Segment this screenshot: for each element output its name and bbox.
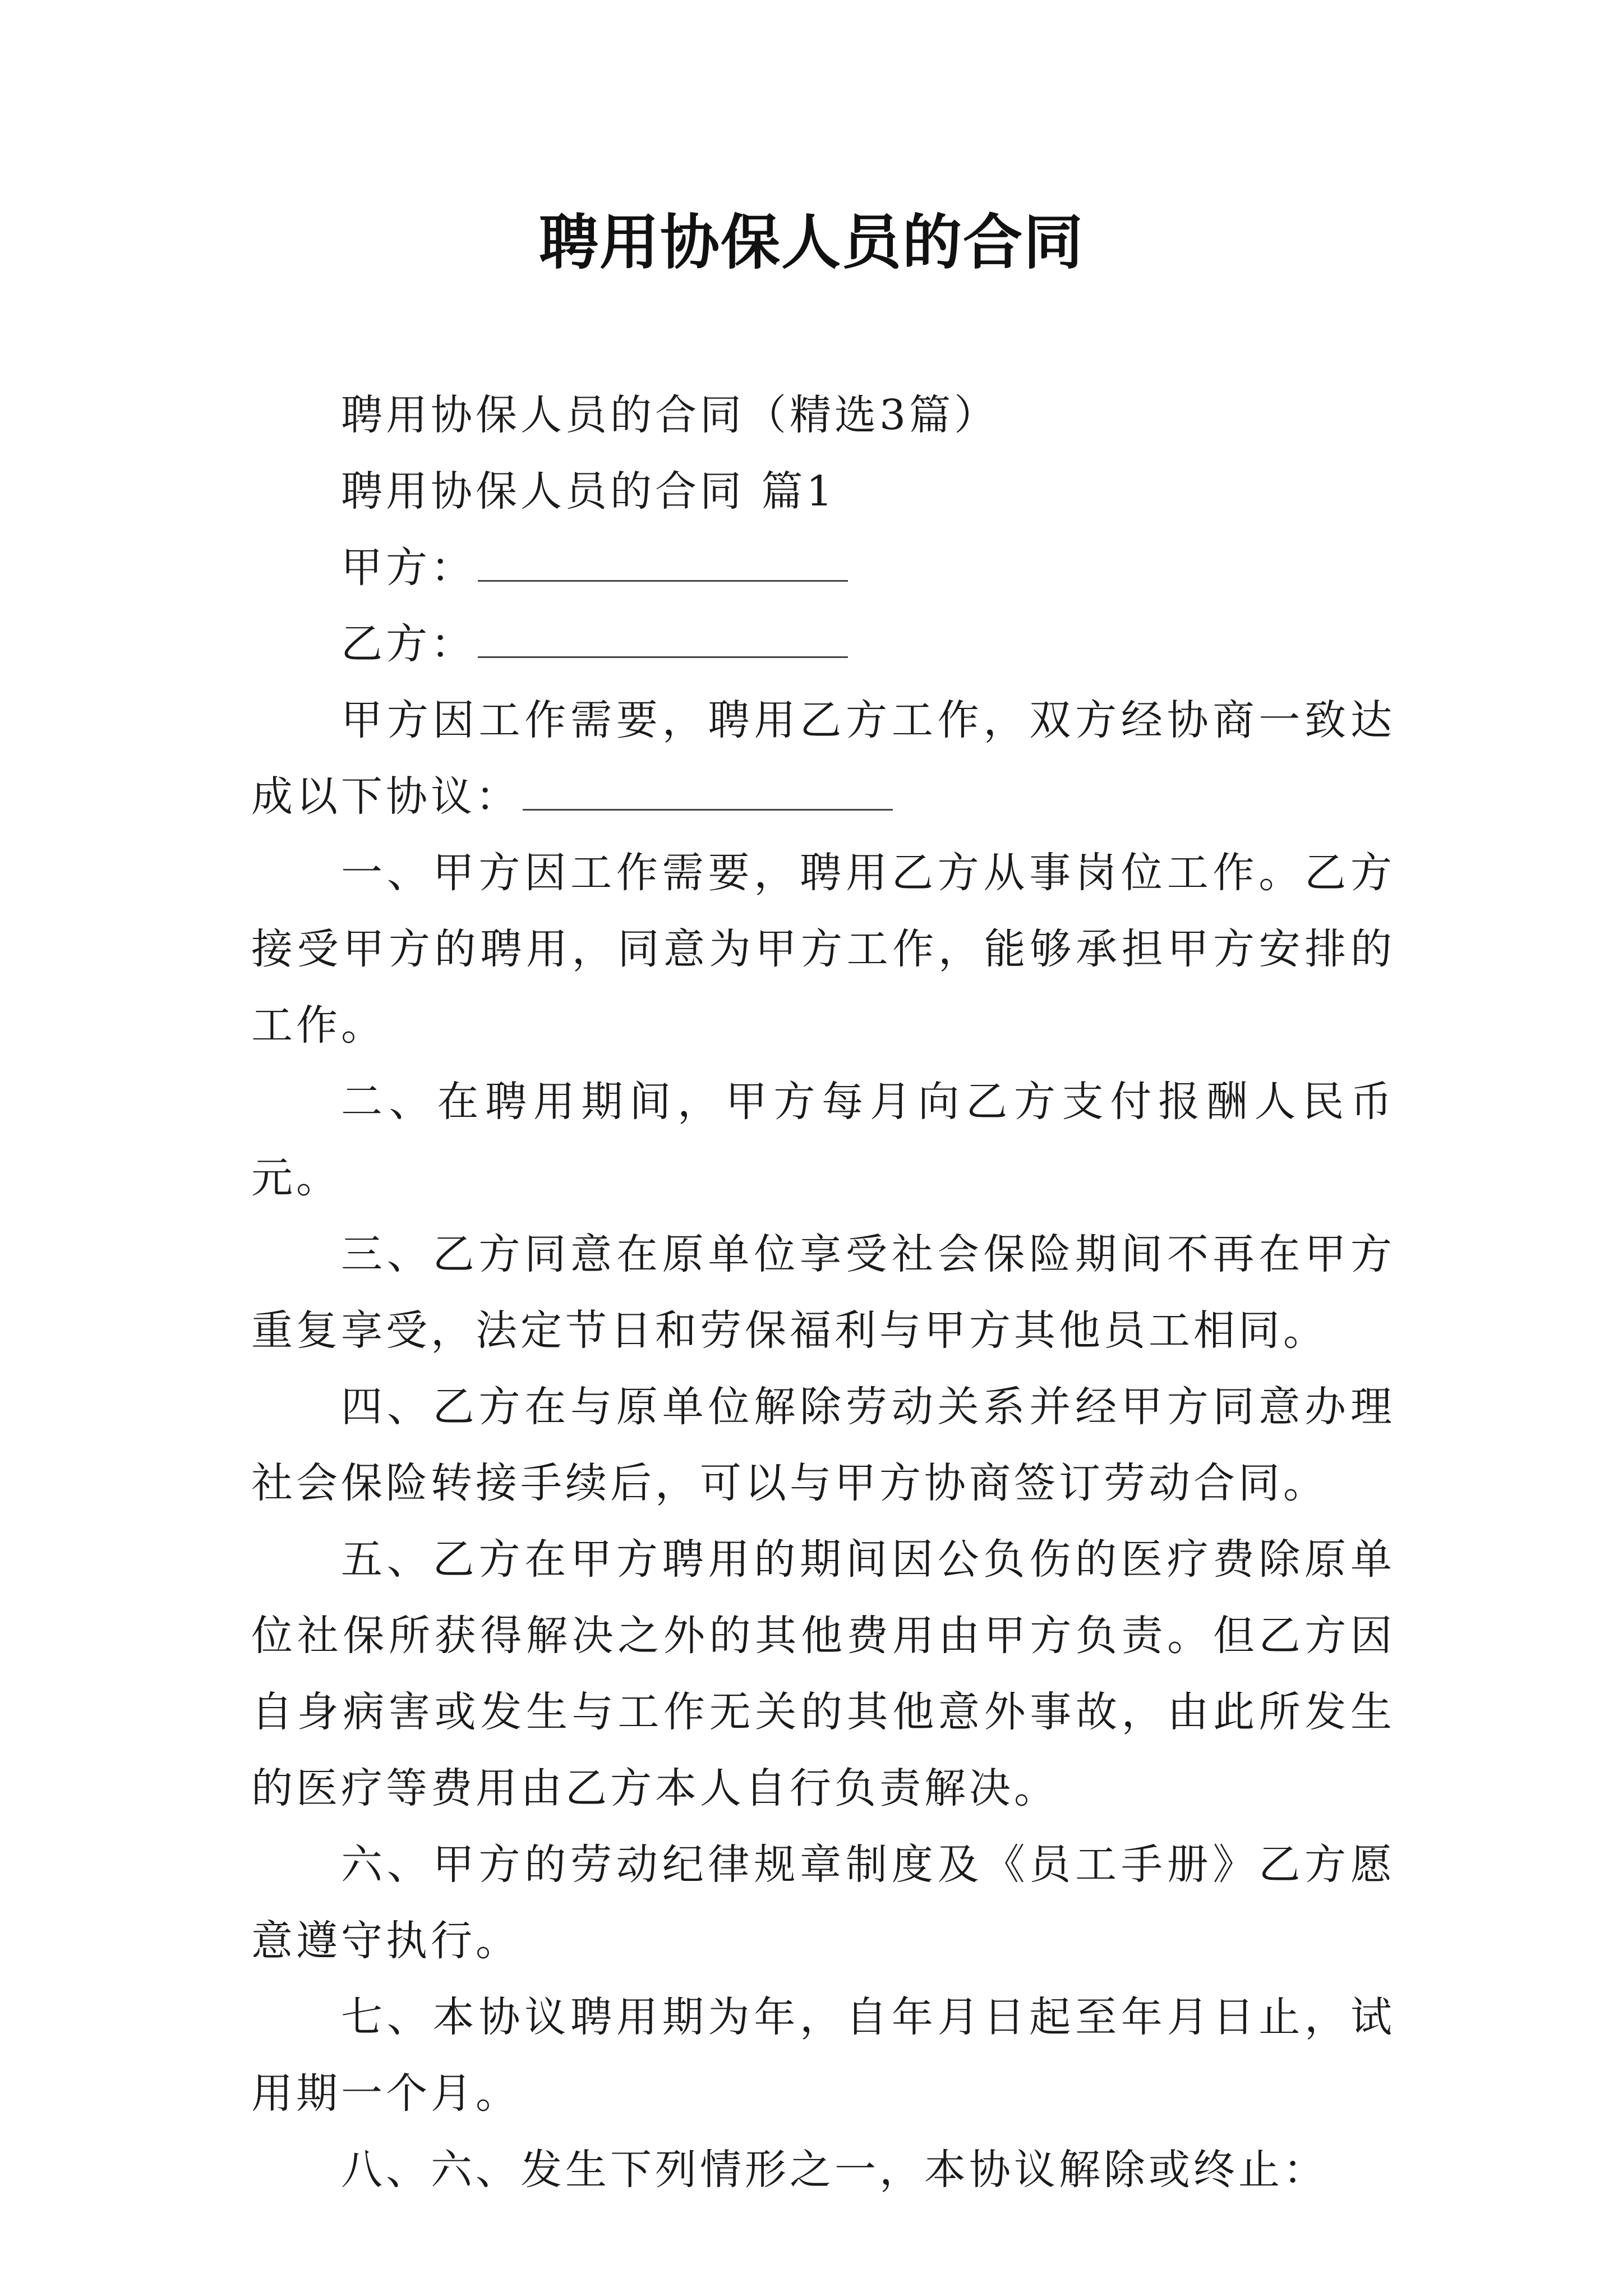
paragraph-clause-7: 七、本协议聘用期为年，自年月日起至年月日止，试用期一个月。 [251, 1993, 1395, 2118]
document-title: 聘用协保人员的合同 [539, 208, 1084, 277]
paragraph-clause-3: 三、乙方同意在原单位享受社会保险期间不再在甲方重复享受，法定节日和劳保福利与甲方其他员工相同。 [251, 1230, 1395, 1355]
party-a-blank-line [478, 578, 848, 582]
paragraph-subtitle: 聘用协保人员的合同（精选3篇） [341, 391, 999, 439]
paragraph-section-heading: 聘用协保人员的合同 篇1 [341, 467, 836, 516]
intro-blank-line [523, 807, 893, 811]
intro-text: 甲方因工作需要，聘用乙方工作，双方经协商一致达成以下协议： [251, 696, 1395, 821]
paragraph-clause-1: 一、甲方因工作需要，聘用乙方从事岗位工作。乙方接受甲方的聘用，同意为甲方工作，能够承担甲方安排的工作。 [251, 849, 1395, 1050]
paragraph-clause-6: 六、甲方的劳动纪律规章制度及《员工手册》乙方愿意遵守执行。 [251, 1841, 1395, 1965]
paragraph-clause-2: 二、在聘用期间，甲方每月向乙方支付报酬人民币元。 [251, 1078, 1395, 1202]
party-b-label: 乙方： [341, 620, 476, 668]
paragraph-clause-8: 八、六、发生下列情形之一，本协议解除或终止： [341, 2146, 1328, 2194]
paragraph-clause-4: 四、乙方在与原单位解除劳动关系并经甲方同意办理社会保险转接手续后，可以与甲方协商签订劳动合同。 [251, 1383, 1395, 1507]
paragraph-intro [251, 682, 1395, 835]
paragraph-clause-5: 五、乙方在甲方聘用的期间因公负伤的医疗费除原单位社保所获得解决之外的其他费用由甲方负责。但乙方因自身病害或发生与工作无关的其他意外事故，由此所发生的医疗等费用由乙方本人自行负责解决。 [251, 1535, 1395, 1812]
party-b-blank-line [478, 654, 848, 658]
paragraph-party-b [251, 606, 1395, 682]
party-a-label: 甲方： [341, 544, 476, 592]
paragraph-party-a [251, 530, 1395, 606]
document-body [251, 377, 1395, 2208]
